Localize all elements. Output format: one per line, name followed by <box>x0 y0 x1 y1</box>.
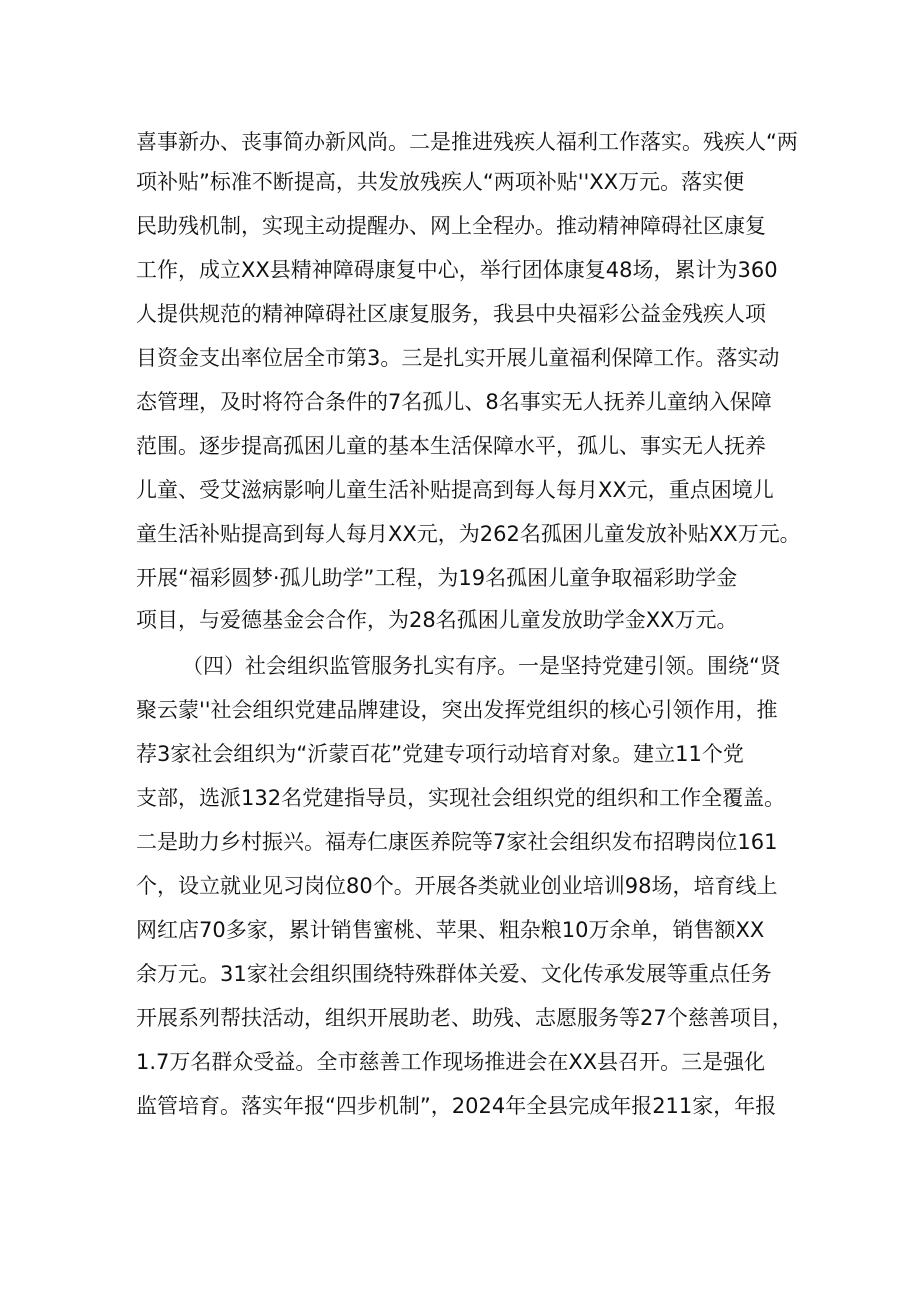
text-line-20: 余万元。31家社会组织围绕特殊群体关爱、文化传承发展等重点任务 <box>136 962 772 986</box>
text-line-10: 童生活补贴提高到每人每月XX元，为262名孤困儿童发放补贴XX万元。 <box>136 522 801 546</box>
text-line-18: 个，设立就业见习岗位80个。开展各类就业创业培训98场，培育线上 <box>136 874 778 898</box>
text-line-17: 二是助力乡村振兴。福寿仁康医养院等7家社会组织发布招聘岗位161 <box>136 830 778 854</box>
text-line-23: 监管培育。落实年报“四步机制”，2024年全县完成年报211家，年报 <box>136 1094 777 1118</box>
text-line-2: 项补贴”标准不断提高，共发放残疾人“两项补贴''XX万元。落实便 <box>136 170 745 194</box>
text-line-3: 民助残机制，实现主动提醒办、网上全程办。推动精神障碍社区康复 <box>136 214 766 238</box>
text-line-16: 支部，选派132名党建指导员，实现社会组织党的组织和工作全覆盖。 <box>136 786 786 810</box>
text-line-21: 开展系列帮扶活动，组织开展助老、助残、志愿服务等27个慈善项目， <box>136 1006 793 1030</box>
text-line-12: 项目，与爱德基金会合作，为28名孤困儿童发放助学金XX万元。 <box>136 608 738 632</box>
text-line-8: 范围。逐步提高孤困儿童的基本生活保障水平，孤儿、事实无人抚养 <box>136 434 766 458</box>
text-line-11: 开展“福彩圆梦·孤儿助学”工程，为19名孤困儿童争取福彩助学金 <box>136 566 738 590</box>
text-line-5: 人提供规范的精神障碍社区康复服务，我县中央福彩公益金残疾人项 <box>136 302 766 326</box>
section-heading-line: （四）社会组织监管服务扎实有序。一是坚持党建引领。围绕“贤 <box>182 654 781 678</box>
text-line-4: 工作，成立XX县精神障碍康复中心，举行团体康复48场，累计为360 <box>136 258 778 282</box>
text-line-14: 聚云蒙''社会组织党建品牌建设，突出发挥党组织的核心引领作用，推 <box>136 698 778 722</box>
text-line-9: 儿童、受艾滋病影响儿童生活补贴提高到每人每月XX元，重点困境儿 <box>136 478 774 502</box>
text-line-22: 1.7万名群众受益。全市慈善工作现场推进会在XX县召开。三是强化 <box>136 1050 766 1074</box>
text-line-15: 荐3家社会组织为“沂蒙百花”党建专项行动培育对象。建立11个党 <box>136 742 744 766</box>
text-line-1: 喜事新办、丧事简办新风尚。二是推进残疾人福利工作落实。残疾人“两 <box>136 130 798 154</box>
text-line-7: 态管理，及时将符合条件的7名孤儿、8名事实无人抚养儿童纳入保障 <box>136 390 772 414</box>
text-line-6: 目资金支出率位居全市第3。三是扎实开展儿童福利保障工作。落实动 <box>136 346 780 370</box>
text-line-19: 网红店70多家，累计销售蜜桃、苹果、粗杂粮10万余单，销售额XX <box>136 918 765 942</box>
